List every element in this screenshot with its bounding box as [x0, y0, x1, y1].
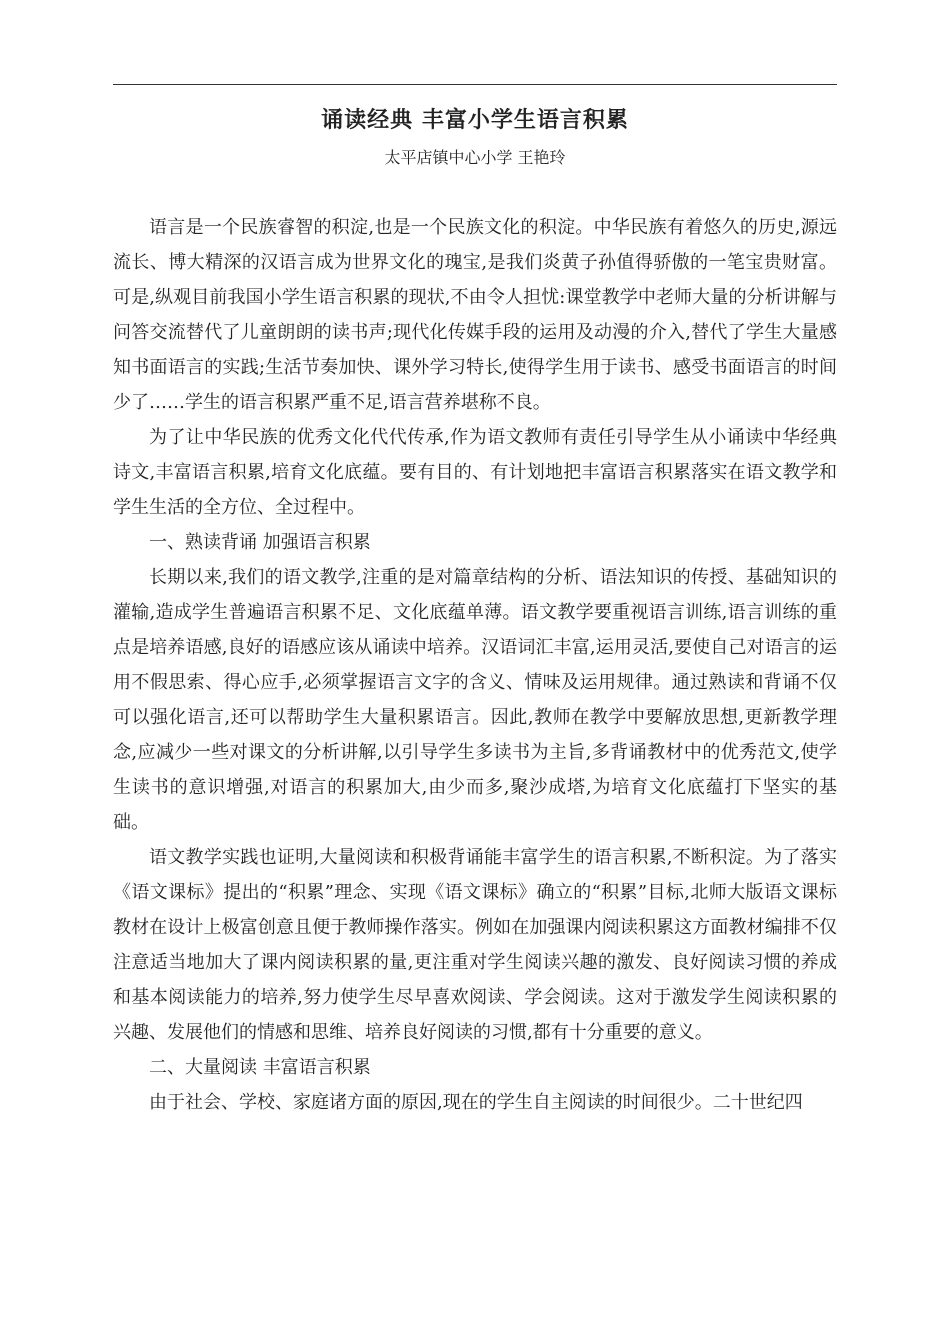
document-title: 诵读经典 丰富小学生语言积累: [321, 107, 629, 133]
paragraph-reading: 由于社会、学校、家庭诸方面的原因,现在的学生自主阅读的时间很少。二十世纪四: [149, 1092, 803, 1113]
section-heading-1: 一、熟读背诵 加强语言积累: [149, 532, 371, 553]
section-heading-2: 二、大量阅读 丰富语言积累: [149, 1057, 371, 1078]
paragraph-purpose: 为了让中华民族的优秀文化代代传承,作为语文教师有责任引导学生从小诵读中华经典诗文,丰富语言积累,培育文化底蕴。要有目的、有计划地把丰富语言积累落实在语文教学和学生生活的全方位、全过程中。: [113, 427, 837, 518]
header-rule: [113, 84, 837, 85]
paragraph-practice: 语文教学实践也证明,大量阅读和积极背诵能丰富学生的语言积累,不断积淀。为了落实《语文课标》提出的“积累”理念、实现《语文课标》确立的“积累”目标,北师大版语文课标教材在设计上极富创意且便于教师操作落实。例如在加强课内阅读积累这方面教材编排不仅注意适当地加大了课内阅读积累的量,更注重对学生阅读兴趣的激发、良好阅读习惯的养成和基本阅读能力的培养,努力使学生尽早喜欢阅读、学会阅读。这对于激发学生阅读积累的兴趣、发展他们的情感和思维、培养良好阅读的习惯,都有十分重要的意义。: [113, 847, 837, 1043]
document-body: [113, 210, 837, 1120]
paragraph-intro: 语言是一个民族睿智的积淀,也是一个民族文化的积淀。中华民族有着悠久的历史,源远流长、博大精深的汉语言成为世界文化的瑰宝,是我们炎黄子孙值得骄傲的一笔宝贵财富。可是,纵观目前我国小学生语言积累的现状,不由令人担忧:课堂教学中老师大量的分析讲解与问答交流替代了儿童朗朗的读书声;现代化传媒手段的运用及动漫的介入,替代了学生大量感知书面语言的实践;生活节奏加快、课外学习特长,使得学生用于读书、感受书面语言的时间少了……学生的语言积累严重不足,语言营养堪称不良。: [113, 217, 837, 413]
paragraph-recitation: 长期以来,我们的语文教学,注重的是对篇章结构的分析、语法知识的传授、基础知识的灌输,造成学生普遍语言积累不足、文化底蕴单薄。语文教学要重视语言训练,语言训练的重点是培养语感,良好的语感应该从诵读中培养。汉语词汇丰富,运用灵活,要使自己对语言的运用不假思索、得心应手,必须掌握语言文字的含义、情味及运用规律。通过熟读和背诵不仅可以强化语言,还可以帮助学生大量积累语言。因此,教师在教学中要解放思想,更新教学理念,应减少一些对课文的分析讲解,以引导学生多读书为主旨,多背诵教材中的优秀范文,使学生读书的意识增强,对语言的积累加大,由少而多,聚沙成塔,为培育文化底蕴打下坚实的基础。: [113, 567, 837, 833]
author-byline: 太平店镇中心小学 王艳玲: [384, 148, 566, 167]
